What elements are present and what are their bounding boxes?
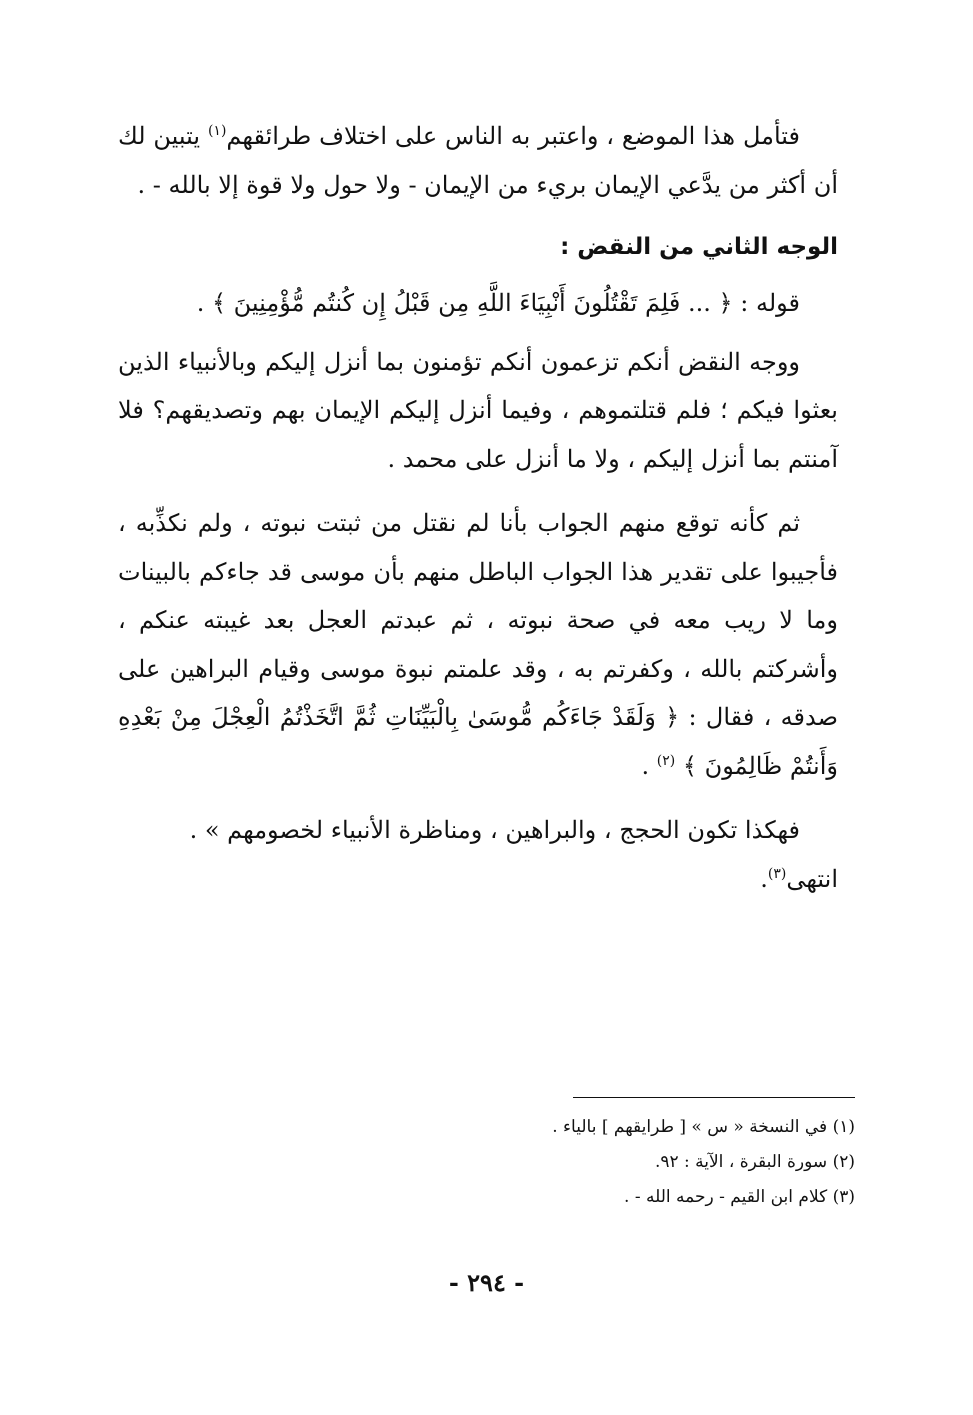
footnote-ref-2: (٢) bbox=[656, 752, 676, 769]
footnote-ref-3: (٣) bbox=[767, 865, 787, 882]
footnotes bbox=[135, 1110, 855, 1215]
paragraph-3: ووجه النقض أنكم تزعمون أنكم تؤمنون بما أنزل إليكم وبالأنبياء الذين بعثوا فيكم ؛ فلم قتلتموهم ، وفيما أنزل إليكم الإيمان بهم وتصديقهم؟ فلا آمنتم بما أنزل إليكم ، ولا ما أنزل على محمد . bbox=[118, 347, 838, 473]
paragraph-1 bbox=[118, 112, 838, 209]
paragraph-2-end: . bbox=[196, 289, 212, 317]
footnote-1: (١) في النسخة « س » [ طرايقهم ] بالياء . bbox=[552, 1117, 855, 1137]
section-heading: الوجه الثاني من النقض : bbox=[560, 234, 838, 260]
paragraph-1-text: فتأمل هذا الموضع ، واعتبر به الناس على اختلاف طرائقهم bbox=[226, 122, 800, 150]
paragraph-2 bbox=[118, 279, 838, 328]
paragraph-5: فهكذا تكون الحجج ، والبراهين ، ومناظرة الأنبياء لخصومهم » . bbox=[189, 816, 800, 844]
paragraph-6-text: انتهى bbox=[786, 864, 838, 893]
main-text bbox=[118, 112, 838, 903]
paragraph-2-lead: قوله : bbox=[740, 289, 800, 317]
paragraph-1-rest: يتبين لك أن أكثر من يدَّعي الإيمان بريء من الإيمان - ولا حول ولا قوة إلا بالله - . bbox=[118, 122, 838, 199]
quran-verse-2: ﴿ وَلَقَدْ جَاءَكُم مُّوسَىٰ بِالْبَيِّنَاتِ ثُمَّ اتَّخَذْتُمُ الْعِجْلَ مِنْ بَعْدِهِ وَأَنتُمْ ظَالِمُونَ ﴾ bbox=[118, 703, 838, 780]
footnote-divider bbox=[573, 1097, 855, 1098]
paragraph-6-end: . bbox=[760, 864, 768, 893]
paragraph-4-end: . bbox=[641, 751, 657, 780]
quran-verse-1: ﴿ ... فَلِمَ تَقْتُلُونَ أَنْبِيَاءَ اللَّهِ مِن قَبْلُ إِن كُنتُم مُّؤْمِنِينَ ﴾ bbox=[211, 289, 733, 317]
footnote-3: (٣) كلام ابن القيم - رحمه الله - . bbox=[624, 1187, 855, 1207]
paragraph-4 bbox=[118, 499, 838, 790]
footnote-ref-1: (١) bbox=[207, 123, 227, 139]
footnote-2: (٢) سورة البقرة ، الآية : ٩٢. bbox=[654, 1152, 855, 1172]
paragraph-6 bbox=[118, 855, 838, 904]
paragraph-4-text: ثم كأنه توقع منهم الجواب بأنا لم نقتل من ثبتت نبوته ، ولم نكذِّبه ، فأجيبوا على تقدير هذا الجواب الباطل منهم بأن موسى قد جاءكم بالبينات وما لا ريب معه في صحة نبوته ، ثم عبدتم العجل بعد غيبته عنكم ، وأشركتم بالله ، وكفرتم به ، وقد علمتم نبوة موسى وقيام البراهين على صدقه ، فقال : bbox=[118, 509, 838, 731]
page-number: - ٢٩٤ - bbox=[448, 1268, 525, 1297]
